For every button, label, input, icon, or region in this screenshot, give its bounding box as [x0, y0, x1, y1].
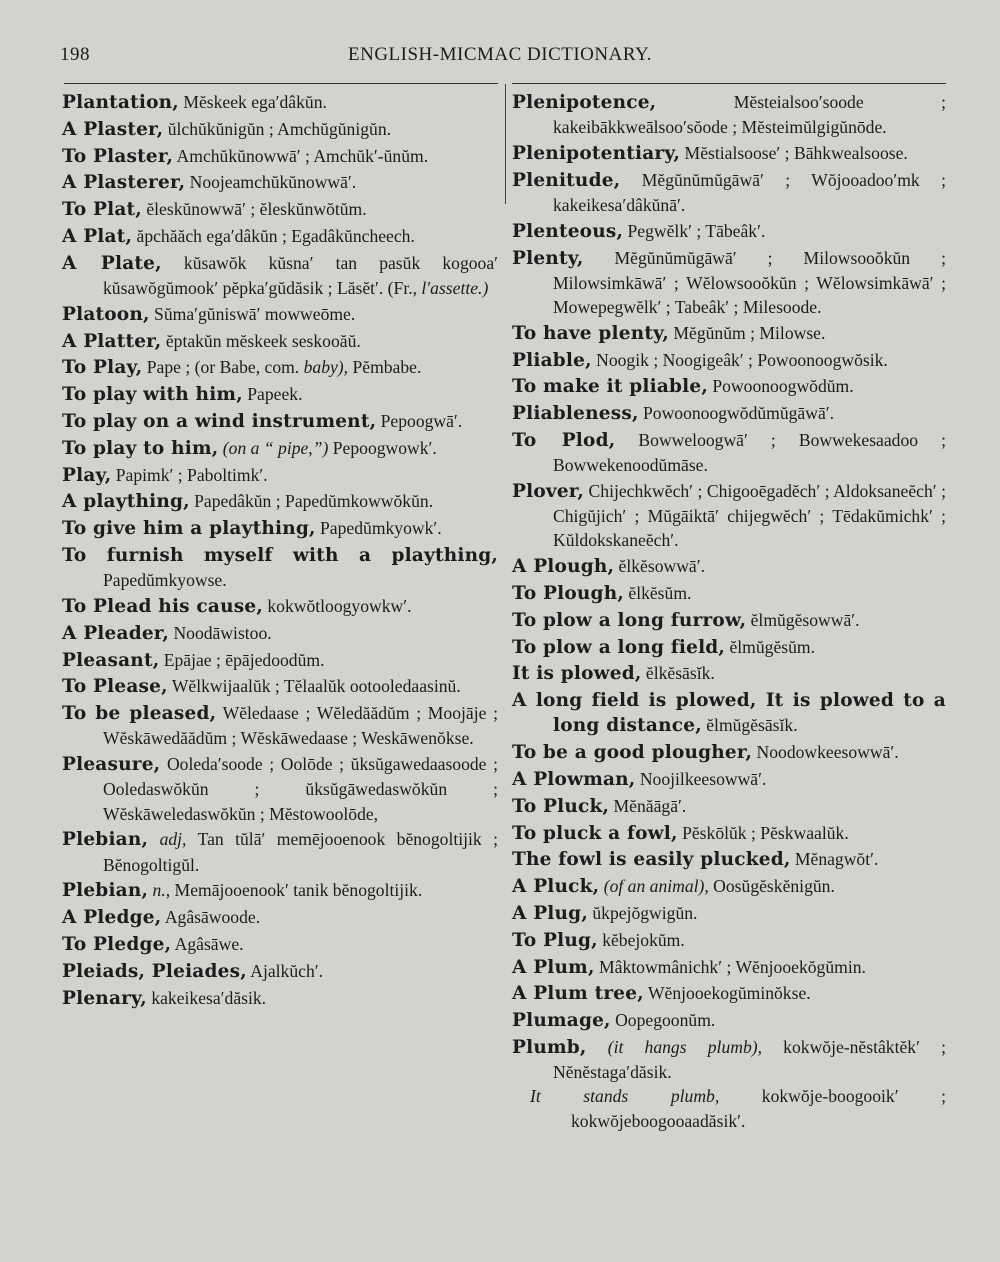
page-header: [60, 44, 940, 74]
entry-definition: Mĕgŭnŭmŭgāwā′ ; Milowsooŏkŭn ; Milowsimkāwā′ ; Wĕlowsooŏkŭn ; Wĕlowsimkāwā′ ; Mowepegwĕlk′ ; Tabeâk′ ; Milesoode.: [553, 247, 946, 317]
entry-definition: Chijechkwĕch′ ; Chigooēgadĕch′ ; Aldoksaneĕch′ ; Chigŭjich′ ; Mŭgāiktā′ chijegwĕch′ ; Tēdakŭmichk′ ; Kŭldokskaneĕch′.: [553, 480, 946, 551]
entry-headword: To be pleased,: [62, 703, 217, 725]
dictionary-entry: [512, 608, 946, 633]
entry-headword: Plenteous,: [512, 220, 624, 242]
dictionary-entry: [512, 168, 946, 217]
left-column: [62, 90, 498, 1012]
entry-definition: Pepoogwā′.: [376, 410, 463, 431]
entry-headword: Plebian,: [62, 829, 149, 851]
entry-definition: Noodāwistoo.: [169, 622, 272, 643]
entry-definition: Noojeamchŭkŭnowwā′.: [185, 172, 357, 193]
dictionary-entry: [62, 144, 498, 169]
dictionary-entry: [512, 874, 946, 899]
entry-definition: Ajalkŭch′.: [246, 960, 324, 981]
entry-definition: Pepoogwowk′.: [328, 437, 437, 458]
entry-headword: To Plod,: [512, 429, 616, 451]
dictionary-entry: [62, 329, 498, 354]
dictionary-entry: [512, 246, 946, 320]
entry-definition: Mĕstialsoose′ ; Bāhkwealsoose.: [680, 143, 908, 163]
entry-headword: To Plat,: [62, 199, 142, 221]
entry-note: baby),: [303, 357, 349, 378]
entry-headword: Plumage,: [512, 1010, 611, 1032]
dictionary-entry: [62, 701, 498, 750]
entry-headword: Plebian,: [62, 880, 149, 902]
dictionary-entry: [62, 90, 498, 115]
entry-definition: Wĕlkwijaalŭk ; Tĕlaalŭk ootooledaasinŭ.: [167, 676, 461, 697]
entry-definition: Epājae ; ēpājedoodŭm.: [159, 649, 325, 670]
dictionary-entry: [512, 688, 946, 738]
dictionary-entry: [512, 321, 946, 346]
entry-headword: Pleasant,: [62, 649, 160, 671]
dictionary-entry: [62, 251, 498, 300]
entry-definition: Mĕsteialsoo′soode ; kakeibākkweālsoo′sŏode ; Mĕsteimŭlgigŭnōde.: [553, 92, 946, 138]
entry-definition: ĕlkĕsŭm.: [623, 582, 692, 603]
entry-headword: To pluck a fowl,: [512, 822, 678, 844]
entry-headword: To have plenty,: [512, 322, 669, 344]
entry-headword: The fowl is easily plucked,: [512, 849, 791, 871]
dictionary-entry: [512, 581, 946, 606]
entry-headword: A long field is plowed, It is plowed to a long distance,: [512, 690, 946, 737]
entry-definition: Oopegoonŭm.: [610, 1010, 716, 1031]
dictionary-entry: [512, 794, 946, 819]
entry-definition: Amchŭkŭnowwā′ ; Amchŭk′-ŭnŭm.: [173, 145, 429, 166]
dictionary-entry: [62, 674, 498, 699]
column-divider: [505, 84, 506, 204]
entry-subentry: [530, 1084, 947, 1132]
entry-headword: To Plough,: [512, 582, 624, 604]
running-head: ENGLISH-MICMAC DICTIONARY.: [348, 44, 652, 65]
entry-headword: Plenary,: [62, 987, 147, 1009]
entry-headword: To give him a plaything,: [62, 518, 316, 540]
entry-definition: ĕlkĕsāsĭk.: [641, 663, 715, 684]
entry-headword: To plow a long field,: [512, 636, 726, 658]
entry-headword: To Plead his cause,: [62, 595, 263, 617]
dictionary-entry: [512, 767, 946, 792]
entry-definition: Noogik ; Noogigeâk′ ; Powoonoogwŏsik.: [591, 349, 888, 370]
dictionary-entry: [62, 489, 498, 514]
entry-note: adj,: [148, 829, 187, 850]
entry-definition: Mĕskeek ega′dâkŭn.: [178, 92, 327, 112]
entry-headword: A Plum,: [512, 956, 595, 978]
entry-headword: Pleiads, Pleiades,: [62, 960, 247, 982]
right-column: [512, 90, 946, 1134]
dictionary-entry: [62, 621, 498, 646]
entry-definition: Powoonoogwŏdŭmŭgāwā′.: [638, 403, 835, 424]
entry-headword: To make it pliable,: [512, 376, 708, 398]
dictionary-entry: [512, 847, 946, 872]
dictionary-entry: [62, 905, 498, 930]
entry-headword: A Platter,: [62, 330, 162, 352]
dictionary-entry: [512, 428, 946, 477]
dictionary-entry: [62, 302, 498, 327]
dictionary-entry: [512, 554, 946, 579]
entry-definition: kŭsawŏk kŭsna′ tan pasŭk kogooa′ kŭsawŏgŭmook′ pĕpka′gŭdăsik ; Lăsĕt′. (Fr.,: [103, 252, 498, 298]
entry-definition: Pĕmbabe.: [348, 357, 422, 378]
entry-definition: Powoonoogwŏdŭm.: [707, 376, 854, 397]
entry-definition: Mĕgŭnŭm ; Milowse.: [668, 322, 826, 343]
entry-headword: To Pluck,: [512, 795, 610, 817]
entry-headword: To furnish myself with a plaything,: [62, 544, 498, 566]
entry-headword: Pliable,: [512, 349, 592, 371]
dictionary-entry: [62, 543, 498, 592]
dictionary-entry: [512, 661, 946, 686]
dictionary-entry: [62, 355, 498, 380]
dictionary-entry: [512, 1035, 946, 1133]
entry-definition: Pegwĕlk′ ; Tābeâk′.: [623, 220, 766, 241]
dictionary-entry: [512, 401, 946, 426]
entry-definition: ĕlmŭgĕsowwā′.: [746, 609, 860, 630]
entry-headword: A Plum tree,: [512, 983, 644, 1005]
dictionary-entry: [512, 348, 946, 373]
dictionary-entry: [62, 170, 498, 195]
dictionary-entry: [62, 409, 498, 434]
dictionary-entry: [62, 827, 498, 876]
entry-headword: A Pledge,: [62, 907, 162, 929]
entry-definition: Noodowkeesowwā′.: [752, 742, 899, 763]
entry-headword: Play,: [62, 464, 112, 486]
dictionary-entry: [62, 594, 498, 619]
entry-headword: Plenipotentiary,: [512, 143, 681, 164]
entry-definition: ĕleskŭnowwā′ ; ĕleskŭnwŏtŭm.: [141, 199, 367, 220]
entry-definition: Memājooenook′ tanik bĕnogoltijik.: [170, 880, 423, 901]
dictionary-entry: [62, 382, 498, 407]
dictionary-entry: [512, 1008, 946, 1033]
entry-definition: ŭkpejŏgwigŭn.: [587, 902, 698, 923]
entry-definition: ĕlmŭgĕsāsĭk.: [701, 715, 798, 736]
entry-headword: To Pledge,: [62, 933, 172, 955]
entry-definition: ĕptakŭn mĕskeek seskooăŭ.: [161, 330, 361, 351]
subentry-definition: kokwŏje-boogooik′ ; kokwŏjeboogooaadăsik′.: [571, 1086, 947, 1131]
dictionary-entry: [62, 752, 498, 826]
dictionary-entry: [512, 90, 946, 139]
entry-definition: ăpchăăch ega′dâkŭn ; Egadâkŭncheech.: [132, 225, 415, 246]
entry-headword: To Play,: [62, 357, 143, 379]
entry-definition: Tan tŭlā′ memējooenook bĕnogoltijik ; Bĕnogoltigŭl.: [103, 829, 498, 875]
entry-headword: Pleasure,: [62, 754, 161, 776]
dictionary-entry: [62, 463, 498, 488]
entry-note: (on a “ pipe,”): [218, 437, 329, 458]
dictionary-entry: [512, 981, 946, 1006]
entry-definition: Mĕgŭnŭmŭgāwā′ ; Wŏjooadoo′mk ; kakeikesa′dâkŭnā′.: [553, 169, 946, 215]
entry-definition: kĕbejokŭm.: [597, 929, 685, 950]
entry-definition: Wĕnjooekogŭminŏkse.: [643, 983, 811, 1004]
entry-note: (of an animal),: [599, 876, 709, 897]
dictionary-entry: [62, 932, 498, 957]
entry-headword: To play to him,: [62, 437, 219, 459]
entry-definition: kokwŏtloogyowkw′.: [262, 595, 412, 616]
entry-headword: Plumb,: [512, 1036, 587, 1058]
entry-headword: Plenipotence,: [512, 92, 657, 113]
dictionary-entry: [512, 901, 946, 926]
entry-definition: Wĕledaase ; Wĕledăădŭm ; Moojāje ; Wĕskāwedăădŭm ; Wĕskāwedaase ; Weskāwenŏkse.: [103, 703, 498, 749]
dictionary-entry: [62, 117, 498, 142]
dictionary-entry: [62, 516, 498, 541]
dictionary-entry: [512, 955, 946, 980]
entry-headword: Platoon,: [62, 303, 150, 325]
entry-definition: Pape ; (or Babe, com.: [142, 357, 304, 378]
entry-definition: Agâsāwe.: [171, 933, 244, 954]
entry-headword: A Plowman,: [512, 768, 636, 790]
entry-headword: To be a good plougher,: [512, 742, 753, 764]
entry-note: n.,: [148, 880, 171, 901]
entry-definition: Sŭma′gŭniswā′ mowweōme.: [149, 303, 356, 324]
dictionary-entry: [62, 878, 498, 903]
entry-definition: Papeek.: [242, 384, 303, 405]
entry-headword: To Plaster,: [62, 145, 174, 167]
entry-definition: ĕlmŭgĕsŭm.: [725, 636, 815, 657]
entry-headword: Plantation,: [62, 92, 179, 113]
entry-definition: Papedŭmkyowk′.: [315, 518, 442, 539]
dictionary-entry: [512, 635, 946, 660]
entry-note: (it hangs plumb),: [586, 1036, 762, 1057]
entry-headword: A Plat,: [62, 225, 133, 247]
dictionary-entry: [512, 821, 946, 846]
entry-definition: Bowweloogwā′ ; Bowwekesaadoo ; Bowwekenoodŭmāse.: [553, 429, 946, 476]
header-rule-left: [64, 83, 498, 84]
entry-headword: A Plaster,: [62, 118, 164, 140]
dictionary-entry: [512, 740, 946, 765]
entry-definition: Oosŭgĕskĕnigŭn.: [708, 876, 835, 897]
entry-headword: A Pluck,: [512, 876, 600, 898]
entry-headword: A Plate,: [62, 252, 162, 274]
dictionary-entry: [512, 374, 946, 399]
subentry-phrase: It stands plumb,: [530, 1086, 720, 1107]
entry-definition: Ooleda′soode ; Oolōde ; ŭksŭgawedaasoode ; Ooledaswŏkŭn ; ŭksŭgāwedaswŏkŭn ; Wĕskāweledaswŏkŭn ; Mĕstowoolōde,: [103, 754, 498, 824]
dictionary-entry: [512, 219, 946, 244]
dictionary-entry: [512, 479, 946, 553]
entry-headword: A Plough,: [512, 556, 615, 578]
entry-headword: Plenty,: [512, 247, 584, 269]
entry-headword: To play on a wind instrument,: [62, 410, 377, 432]
entry-definition: Pĕskōlŭk ; Pĕskwaalŭk.: [677, 822, 849, 843]
entry-definition: ĕlkĕsowwā′.: [614, 556, 705, 577]
dictionary-entry: [512, 928, 946, 953]
entry-headword: Pliableness,: [512, 403, 639, 425]
entry-headword: To plow a long furrow,: [512, 609, 747, 631]
entry-definition: ŭlchŭkŭnigŭn ; Amchŭgŭnigŭn.: [163, 118, 392, 139]
entry-definition: kokwŏje-nĕstâktĕk′ ; Nĕnĕstaga′dăsik.: [553, 1036, 946, 1083]
entry-definition: Noojilkeesowwā′.: [635, 768, 767, 789]
dictionary-entry: [62, 959, 498, 984]
entry-headword: To play with him,: [62, 384, 243, 406]
entry-headword: A Plasterer,: [62, 172, 186, 194]
entry-definition: Mĕnăāgā′.: [609, 795, 687, 816]
entry-definition: Papedŭmkyowse.: [103, 570, 227, 591]
entry-headword: Plenitude,: [512, 169, 621, 191]
entry-definition: kakeikesa′dăsik.: [146, 987, 267, 1008]
entry-definition: Agâsāwoode.: [161, 907, 261, 928]
entry-headword: A Pleader,: [62, 622, 170, 644]
entry-headword: To Please,: [62, 676, 168, 698]
entry-note: l′assette.): [421, 277, 489, 298]
dictionary-entry: [62, 224, 498, 249]
entry-definition: Papedâkŭn ; Papedŭmkowwŏkŭn.: [189, 491, 434, 512]
entry-definition: Mâktowmânichk′ ; Wĕnjooekŏgŭmin.: [594, 956, 866, 977]
entry-headword: To Plug,: [512, 929, 598, 951]
entry-headword: It is plowed,: [512, 663, 642, 685]
dictionary-entry: [62, 648, 498, 673]
entry-definition: Papimk′ ; Paboltimk′.: [111, 464, 268, 485]
entry-headword: Plover,: [512, 480, 585, 502]
dictionary-entry: [62, 197, 498, 222]
entry-headword: A plaything,: [62, 491, 190, 513]
page-number: 198: [60, 44, 90, 65]
dictionary-entry: [62, 436, 498, 461]
dictionary-entry: [62, 986, 498, 1011]
header-rule-right: [512, 83, 946, 84]
dictionary-entry: [512, 141, 946, 166]
entry-definition: Mĕnagwŏt′.: [790, 849, 879, 870]
entry-headword: A Plug,: [512, 902, 588, 924]
